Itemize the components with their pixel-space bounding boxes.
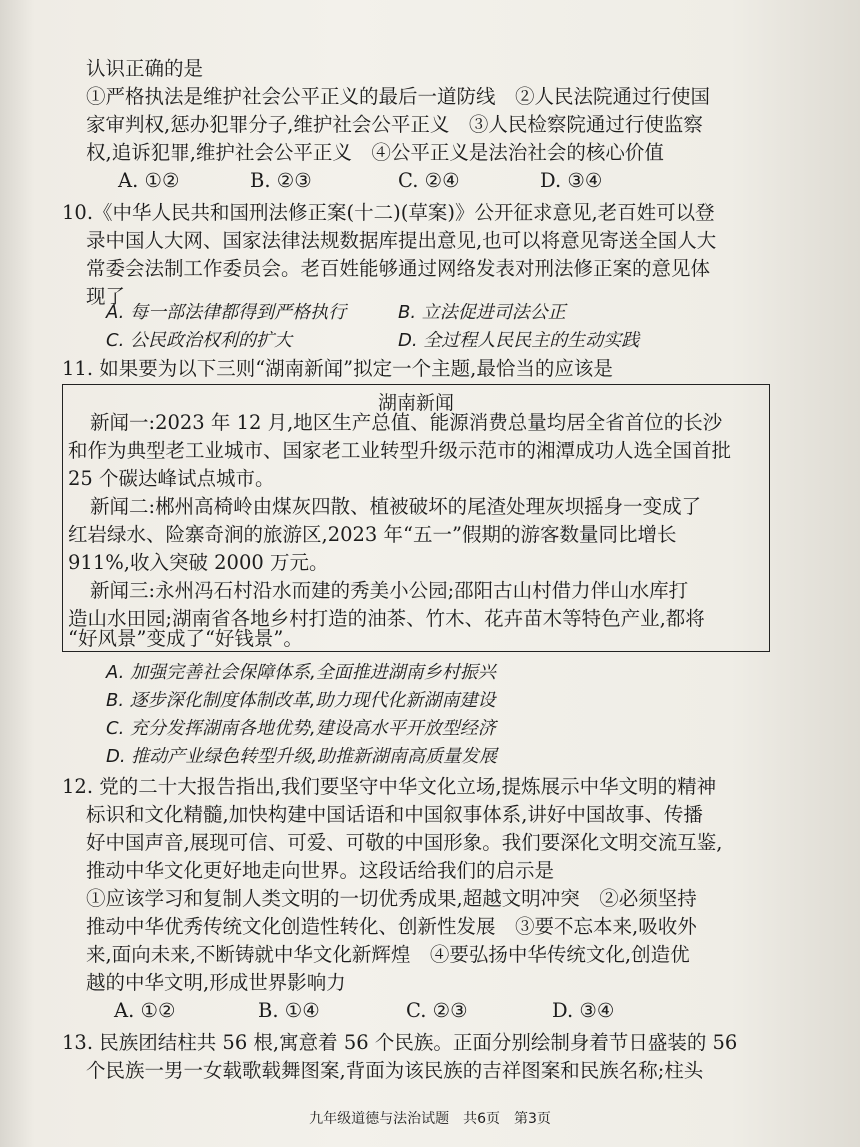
q10-stem-line: 常委会法制工作委员会。老百姓能够通过网络发表对刑法修正案的意见体 <box>86 257 711 280</box>
news-line: 911%,收入突破 2000 万元。 <box>68 551 329 574</box>
q11-option-b: B. 逐步深化制度体制改革,助力现代化新湖南建设 <box>106 690 496 711</box>
q9-option-d: D. ③④ <box>540 169 603 192</box>
q12-statement-line: 来,面向未来,不断铸就中华文化新辉煌 ④要弘扬中华传统文化,创造优 <box>86 943 690 966</box>
q12-option-c: C. ②③ <box>406 999 468 1022</box>
page-footer: 九年级道德与法治试题 共6页 第3页 <box>309 1111 551 1127</box>
q13-stem-line: 13. 民族团结柱共 56 根,寓意着 56 个民族。正面分别绘制身着节日盛装的 56 <box>62 1031 738 1054</box>
q12-stem-line: 好中国声音,展现可信、可爱、可敬的中国形象。我们要深化文明交流互鉴, <box>86 831 723 854</box>
q11-option-a: A. 加强完善社会保障体系,全面推进湖南乡村振兴 <box>106 662 496 683</box>
q12-statement-line: 越的中华文明,形成世界影响力 <box>86 971 346 994</box>
q9-option-c: C. ②④ <box>398 169 460 192</box>
q12-option-b: B. ①④ <box>258 999 320 1022</box>
q12-statement-line: ①应该学习和复制人类文明的一切优秀成果,超越文明冲突 ②必须坚持 <box>86 887 697 910</box>
news-line: 造山水田园;湖南省各地乡村打造的油茶、竹木、花卉苗木等特色产业,都将 <box>68 607 705 630</box>
news-line: 和作为典型老工业城市、国家老工业转型升级示范市的湘潭成功人选全国首批 <box>68 439 732 462</box>
q12-stem-line: 标识和文化精髓,加快构建中国话语和中国叙事体系,讲好中国故事、传播 <box>86 803 703 826</box>
q9-option-a: A. ①② <box>118 169 180 192</box>
q9-statement-line: 家审判权,惩办犯罪分子,维护社会公平正义 ③人民检察院通过行使监察 <box>86 113 703 136</box>
news-line: 新闻一:2023 年 12 月,地区生产总值、能源消费总量均居全省首位的长沙 <box>90 411 723 434</box>
q10-option-a: A. 每一部法律都得到严格执行 <box>106 302 347 323</box>
q9-statement-line: ①严格执法是维护社会公平正义的最后一道防线 ②人民法院通过行使国 <box>86 85 711 108</box>
q10-stem-line: 10.《中华人民共和国刑法修正案(十二)(草案)》公开征求意见,老百姓可以登 <box>62 201 715 224</box>
q10-option-b: B. 立法促进司法公正 <box>398 302 566 323</box>
q12-stem-line: 推动中华文化更好地走向世界。这段话给我们的启示是 <box>86 859 555 882</box>
q12-option-a: A. ①② <box>114 999 176 1022</box>
news-line: 25 个碳达峰试点城市。 <box>68 467 275 490</box>
q11-option-c: C. 充分发挥湖南各地优势,建设高水平开放型经济 <box>106 718 496 739</box>
q10-option-c: C. 公民政治权利的扩大 <box>106 330 293 351</box>
q9-stem-end: 认识正确的是 <box>86 57 204 80</box>
q12-statement-line: 推动中华优秀传统文化创造性转化、创新性发展 ③要不忘本来,吸收外 <box>86 915 697 938</box>
q12-stem-line: 12. 党的二十大报告指出,我们要坚守中华文化立场,提炼展示中华文明的精神 <box>62 775 717 798</box>
q11-option-d: D. 推动产业绿色转型升级,助推新湖南高质量发展 <box>106 746 498 767</box>
news-line: 红岩绿水、险寨奇涧的旅游区,2023 年“五一”假期的游客数量同比增长 <box>68 523 677 546</box>
q13-stem-line: 个民族一男一女载歌载舞图案,背面为该民族的吉祥图案和民族名称;柱头 <box>86 1059 704 1082</box>
news-box-title: 湖南新闻 <box>377 392 454 414</box>
q12-option-d: D. ③④ <box>552 999 615 1022</box>
q10-option-d: D. 全过程人民民主的生动实践 <box>398 330 640 351</box>
q9-statement-line: 权,追诉犯罪,维护社会公平正义 ④公平正义是法治社会的核心价值 <box>86 141 664 164</box>
news-line: “好风景”变成了“好钱景”。 <box>68 627 303 650</box>
news-line: 新闻三:永州冯石村沿水而建的秀美小公园;邵阳古山村借力伴山水库打 <box>90 579 689 602</box>
news-line: 新闻二:郴州高椅岭由煤灰四散、植被破坏的尾渣处理灰坝摇身一变成了 <box>90 495 702 518</box>
q10-stem-line: 录中国人大网、国家法律法规数据库提出意见,也可以将意见寄送全国人大 <box>86 229 717 252</box>
q10-stem-line: 现了 <box>86 285 126 308</box>
q9-option-b: B. ②③ <box>250 169 312 192</box>
q11-stem: 11. 如果要为以下三则“湖南新闻”拟定一个主题,最恰当的应该是 <box>62 357 613 380</box>
